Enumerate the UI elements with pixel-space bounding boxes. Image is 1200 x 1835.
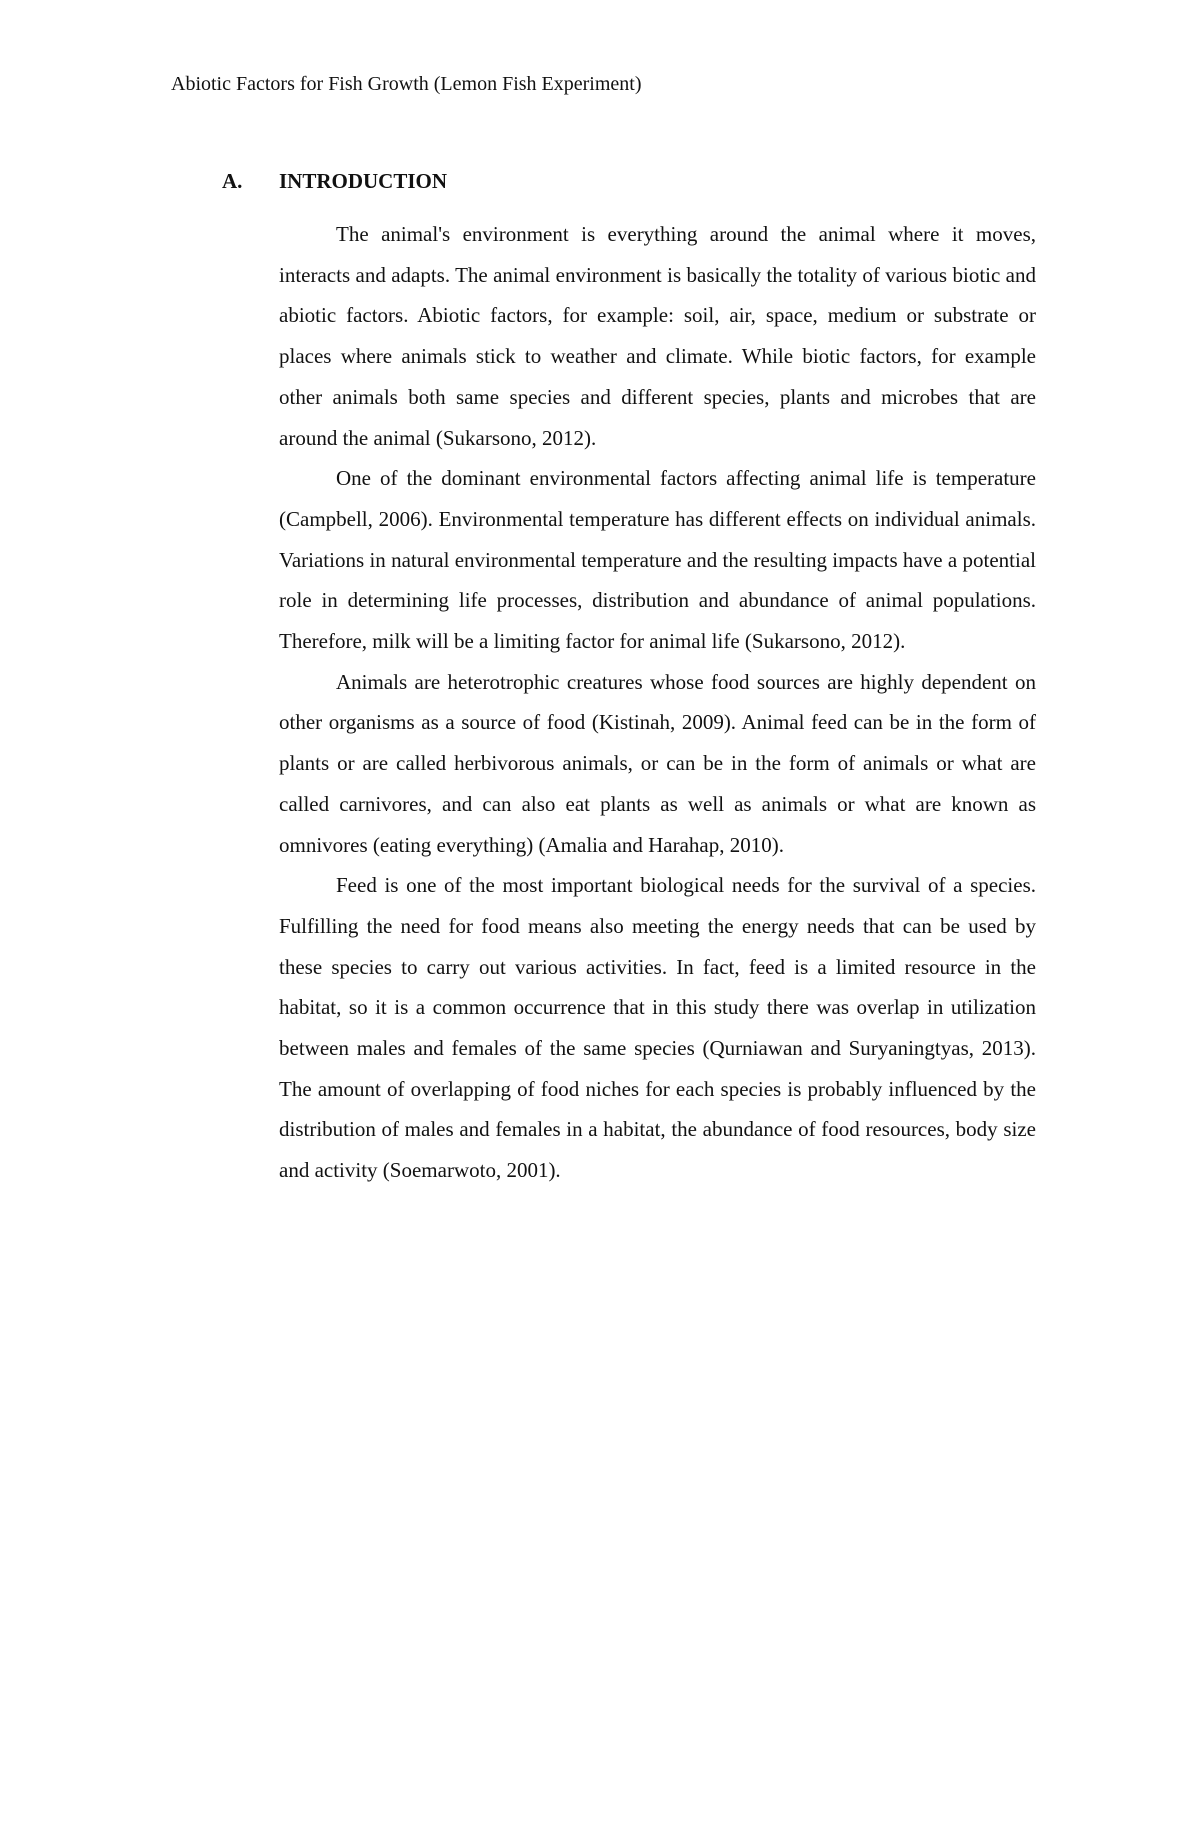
section-letter: A. (222, 169, 243, 193)
paragraph-2: One of the dominant environmental factors affecting animal life is temperature (Campbell, 2006). Environmental temperature has different effects on individual animals. Variations in natural environmental temperature and the resulting impacts have a potential role in determining life processes, distribution and abundance of animal populations. Therefore, milk will be a limiting factor for animal life (Sukarsono, 2012). (279, 466, 1036, 654)
running-header: Abiotic Factors for Fish Growth (Lemon Fish Experiment) (171, 73, 642, 95)
paragraph-4: Feed is one of the most important biological needs for the survival of a species. Fulfilling the need for food means also meeting the energy needs that can be used by these species to carry out various activities. In fact, feed is a limited resource in the habitat, so it is a common occurrence that in this study there was overlap in utilization between males and females of the same species (Qurniawan and Suryaningtyas, 2013). The amount of overlapping of food niches for each species is probably influenced by the distribution of males and females in a habitat, the abundance of food resources, body size and activity (Soemarwoto, 2001). (279, 873, 1036, 1183)
body-text (279, 214, 1036, 1191)
paragraph-1: The animal's environment is everything around the animal where it moves, interacts and adapts. The animal environment is basically the totality of various biotic and abiotic factors. Abiotic factors, for example: soil, air, space, medium or substrate or places where animals stick to weather and climate. While biotic factors, for example other animals both same species and different species, plants and microbes that are around the animal (Sukarsono, 2012). (279, 222, 1036, 450)
section-heading (222, 166, 447, 196)
section-title: INTRODUCTION (279, 169, 448, 193)
paragraph-3: Animals are heterotrophic creatures whose food sources are highly dependent on other organisms as a source of food (Kistinah, 2009). Animal feed can be in the form of plants or are called herbivorous animals, or can be in the form of animals or what are called carnivores, and can also eat plants as well as animals or what are known as omnivores (eating everything) (Amalia and Harahap, 2010). (279, 669, 1036, 857)
